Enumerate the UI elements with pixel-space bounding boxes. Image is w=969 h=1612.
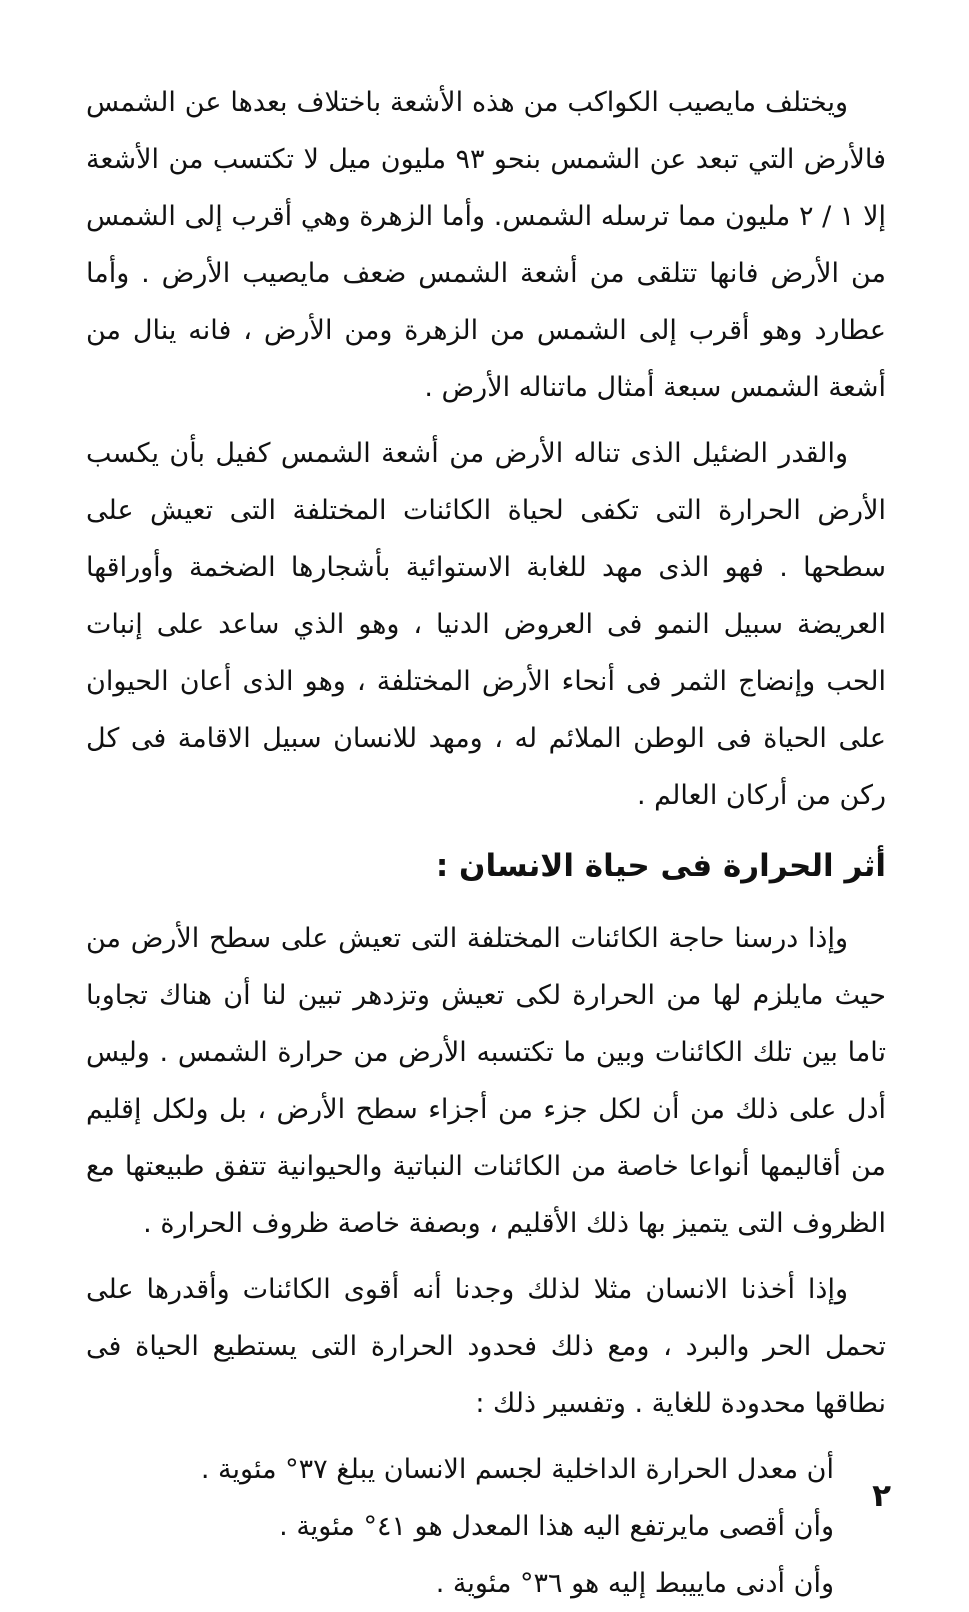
- paragraph-living-beings: وإذا درسنا حاجة الكائنات المختلفة التى تعيش على سطح الأرض من حيث مايلزم لها من الحرارة لكى تعيش وتزدهر تبين لنا أن هناك تجاوبا تاما بين تلك الكائنات وبين ما تكتسبه الأرض من حرارة الشمس . وليس أدل على ذلك من أن لكل جزء من أجزاء سطح الأرض ، بل ولكل إقليم من أقاليمها أنواعا خاصة من الكائنات النباتية والحيوانية تتفق طبيعتها مع الظروف التى يتميز بها ذلك الأقليم ، وبصفة خاصة ظروف الحرارة .: [86, 923, 886, 1239]
- temperature-list: [86, 1441, 834, 1612]
- page-body: [86, 74, 887, 1599]
- list-item: وأن أقصى مايرتفع اليه هذا المعدل هو ٤١° مئوية .: [279, 1511, 834, 1542]
- page-number: ٢: [872, 1478, 891, 1514]
- paragraph-earth-heat: والقدر الضئيل الذى تناله الأرض من أشعة الشمس كفيل بأن يكسب الأرض الحرارة التى تكفى لحياة الكائنات المختلفة التى تعيش على سطحها . فهو الذى مهد للغابة الاستوائية بأشجارها الضخمة وأوراقها العريضة سبيل النمو فى العروض الدنيا ، وهو الذي ساعد على إنبات الحب وإنضاج الثمر فى أنحاء الأرض المختلفة ، وهو الذى أعان الحيوان على الحياة فى الوطن الملائم له ، ومهد للانسان سبيل الاقامة فى كل ركن من أركان العالم .: [86, 438, 886, 811]
- list-item: أن معدل الحرارة الداخلية لجسم الانسان يبلغ ٣٧° مئوية .: [200, 1454, 834, 1485]
- paragraph-planets-radiation: ويختلف مايصيب الكواكب من هذه الأشعة باختلاف بعدها عن الشمس فالأرض التي تبعد عن الشمس بنحو ٩٣ مليون ميل لا تكتسب من الأشعة إلا ١ / ٢ مليون مما ترسله الشمس. وأما الزهرة وهي أقرب إلى الشمس من الأرض فانها تتلقى من أشعة الشمس ضعف مايصيب الأرض . وأما عطارد وهو أقرب إلى الشمس من الزهرة ومن الأرض ، فانه ينال من أشعة الشمس سبعة أمثال ماتناله الأرض .: [86, 87, 887, 403]
- paragraph-human-example: وإذا أخذنا الانسان مثلا لذلك وجدنا أنه أقوى الكائنات وأقدرها على تحمل الحر والبرد ، ومع ذلك فحدود الحرارة التى يستطيع الحياة فى نطاقها محدودة للغاية . وتفسير ذلك :: [86, 1274, 886, 1419]
- section-heading: أثر الحرارة فى حياة الانسان :: [435, 848, 886, 884]
- list-item: وأن أدنى ماييبط إليه هو ٣٦° مئوية .: [435, 1568, 834, 1599]
